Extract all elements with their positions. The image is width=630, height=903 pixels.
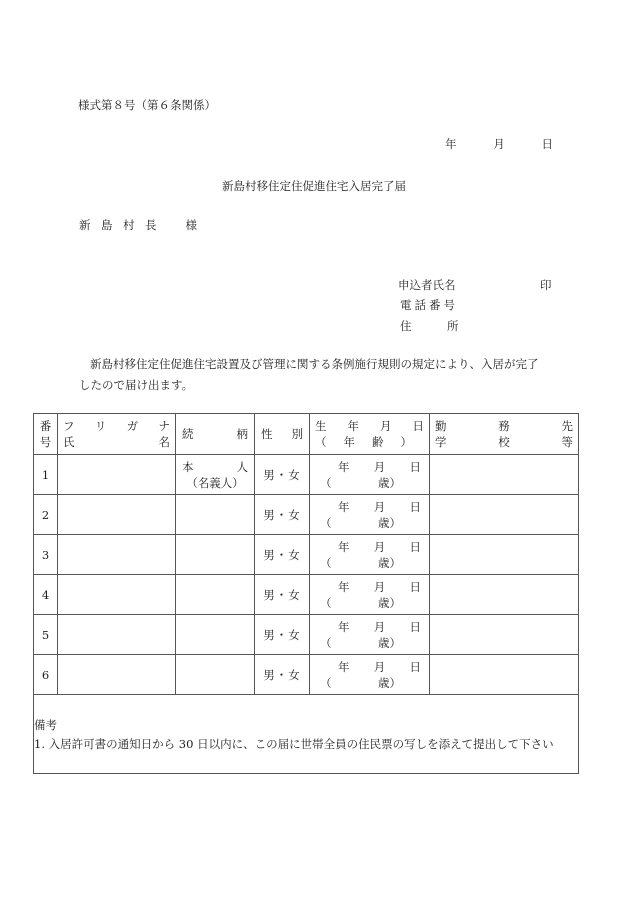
table-header-row bbox=[34, 414, 579, 455]
header-birth: 生 年 月 日 （ 年 齢 ） bbox=[310, 414, 430, 455]
addressee-char: 島 bbox=[101, 218, 113, 232]
phone-label: 電話番号 bbox=[400, 298, 458, 312]
header-num: 番 号 bbox=[34, 414, 58, 455]
notes-cell bbox=[34, 695, 579, 774]
name-cell[interactable] bbox=[58, 615, 176, 655]
address-label: 住 所 bbox=[400, 319, 471, 333]
sex-cell[interactable]: 男・女 bbox=[255, 655, 310, 695]
sex-cell[interactable]: 男・女 bbox=[255, 535, 310, 575]
notes-label: 備考 bbox=[34, 717, 57, 732]
addressee-char: 長 bbox=[145, 218, 157, 232]
note-item: 1. 入居許可書の通知日から 30 日以内に、この届に世帯全員の住民票の写しを添えて提出して下さい bbox=[34, 736, 554, 751]
work-cell[interactable] bbox=[430, 455, 579, 495]
relation-cell[interactable] bbox=[176, 495, 255, 535]
statement-line2: したので届け出ます。 bbox=[79, 378, 194, 392]
table-row bbox=[34, 535, 579, 575]
sex-cell[interactable]: 男・女 bbox=[255, 615, 310, 655]
table-row bbox=[34, 615, 579, 655]
work-cell[interactable] bbox=[430, 575, 579, 615]
date-day: 日 bbox=[541, 137, 553, 151]
work-cell[interactable] bbox=[430, 495, 579, 535]
date-month: 月 bbox=[493, 137, 505, 151]
sex-cell[interactable]: 男・女 bbox=[255, 495, 310, 535]
row-number: 5 bbox=[34, 615, 58, 655]
header-work: 勤 務 先 学 校 等 bbox=[430, 414, 579, 455]
work-cell[interactable] bbox=[430, 535, 579, 575]
work-cell[interactable] bbox=[430, 615, 579, 655]
relation-cell[interactable]: 本 人 （名義人） bbox=[176, 455, 255, 495]
birth-cell[interactable]: 年 月 日 （ 歳） bbox=[310, 495, 430, 535]
name-cell[interactable] bbox=[58, 495, 176, 535]
date-year: 年 bbox=[445, 137, 457, 151]
name-cell[interactable] bbox=[58, 455, 176, 495]
relation-cell[interactable] bbox=[176, 575, 255, 615]
header-name: フ リ ガ ナ 氏 名 bbox=[58, 414, 176, 455]
addressee-honorific: 様 bbox=[185, 218, 197, 232]
row-number: 3 bbox=[34, 535, 58, 575]
birth-cell[interactable]: 年 月 日 （ 歳） bbox=[310, 575, 430, 615]
addressee bbox=[79, 217, 197, 233]
resident-table bbox=[33, 413, 579, 774]
name-cell[interactable] bbox=[58, 575, 176, 615]
seal-mark: 印 bbox=[540, 278, 552, 292]
birth-cell[interactable]: 年 月 日 （ 歳） bbox=[310, 615, 430, 655]
form-number: 様式第８号（第６条関係） bbox=[78, 98, 216, 112]
table-row bbox=[34, 455, 579, 495]
date-line bbox=[445, 136, 553, 152]
page-title: 新島村移住定住促進住宅入居完了届 bbox=[222, 179, 406, 193]
relation-cell[interactable] bbox=[176, 535, 255, 575]
birth-cell[interactable]: 年 月 日 （ 歳） bbox=[310, 535, 430, 575]
notes-row bbox=[34, 695, 579, 774]
name-cell[interactable] bbox=[58, 535, 176, 575]
header-sex: 性 別 bbox=[255, 414, 310, 455]
birth-cell[interactable]: 年 月 日 （ 歳） bbox=[310, 455, 430, 495]
applicant-name-label: 申込者氏名 bbox=[398, 278, 456, 292]
table-row bbox=[34, 575, 579, 615]
row-number: 1 bbox=[34, 455, 58, 495]
table-row bbox=[34, 655, 579, 695]
relation-cell[interactable] bbox=[176, 655, 255, 695]
statement-line1: 新島村移住定住促進住宅設置及び管理に関する条例施行規則の規定により、入居が完了 bbox=[90, 357, 539, 371]
row-number: 6 bbox=[34, 655, 58, 695]
row-number: 4 bbox=[34, 575, 58, 615]
sex-cell[interactable]: 男・女 bbox=[255, 575, 310, 615]
header-relation: 続 柄 bbox=[176, 414, 255, 455]
row-number: 2 bbox=[34, 495, 58, 535]
table-row bbox=[34, 495, 579, 535]
addressee-char: 村 bbox=[123, 218, 135, 232]
sex-cell[interactable]: 男・女 bbox=[255, 455, 310, 495]
work-cell[interactable] bbox=[430, 655, 579, 695]
name-cell[interactable] bbox=[58, 655, 176, 695]
relation-cell[interactable] bbox=[176, 615, 255, 655]
birth-cell[interactable]: 年 月 日 （ 歳） bbox=[310, 655, 430, 695]
addressee-char: 新 bbox=[79, 218, 91, 232]
